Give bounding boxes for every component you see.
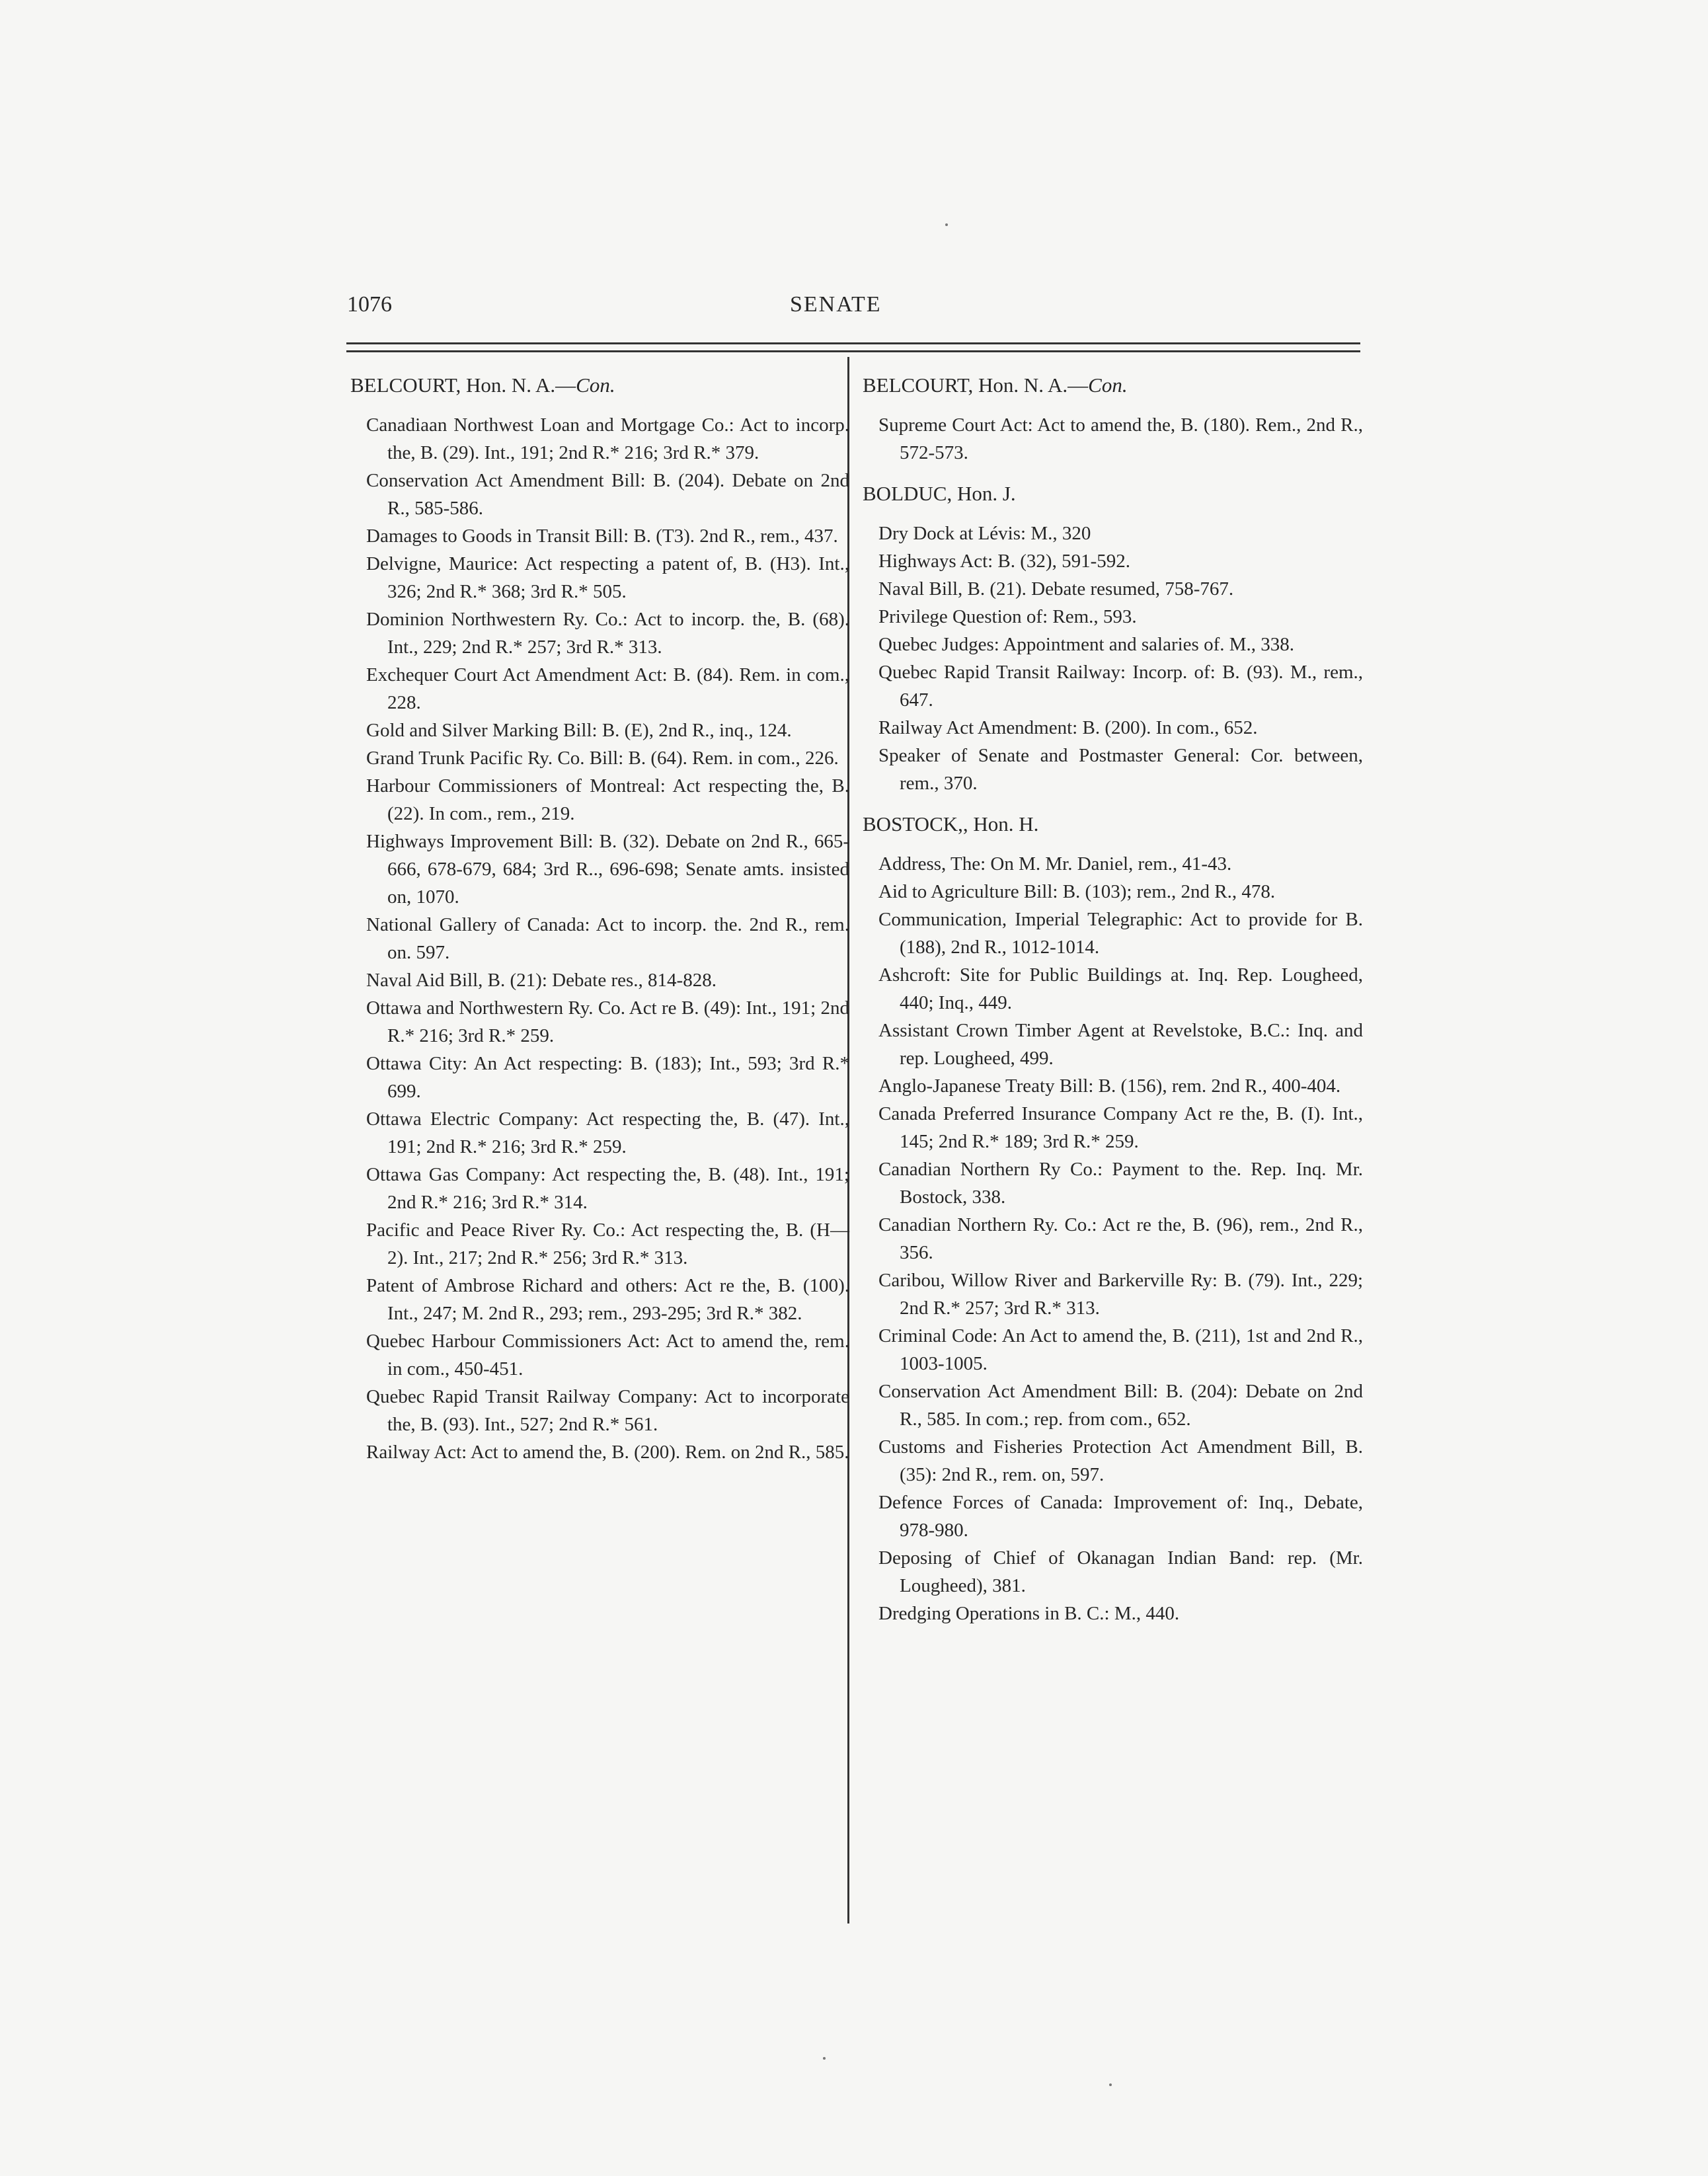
index-entry: Caribou, Willow River and Barkerville Ry: B. (79). Int., 229; 2nd R.* 257; 3rd R.* 313. bbox=[878, 1270, 1363, 1319]
index-entry: Conservation Act Amendment Bill: B. (204): Debate on 2nd R., 585. In com.; rep. from com., 652. bbox=[878, 1381, 1363, 1430]
bostock-heading: BOSTOCK,, Hon. H. bbox=[863, 812, 1039, 835]
scan-speck bbox=[945, 223, 948, 226]
right-column bbox=[863, 371, 1363, 1627]
index-entry: Dominion Northwestern Ry. Co.: Act to incorp. the, B. (68). Int., 229; 2nd R.* 257; 3rd R.* 313. bbox=[366, 609, 849, 658]
index-entry: Highways Improvement Bill: B. (32). Debate on 2nd R., 665-666, 678-679, 684; 3rd R.., 696-698; Senate amts. insisted on, 1070. bbox=[366, 831, 849, 908]
index-entry: Defence Forces of Canada: Improvement of: Inq., Debate, 978-980. bbox=[878, 1492, 1363, 1541]
index-entry: Dredging Operations in B. C.: M., 440. bbox=[878, 1603, 1180, 1624]
index-entry: Gold and Silver Marking Bill: B. (E), 2nd R., inq., 124. bbox=[366, 720, 792, 741]
index-entry: Ottawa Electric Company: Act respecting the, B. (47). Int., 191; 2nd R.* 216; 3rd R.* 259. bbox=[366, 1108, 849, 1157]
index-entry: Pacific and Peace River Ry. Co.: Act respecting the, B. (H—2). Int., 217; 2nd R.* 256; 3rd R.* 313. bbox=[366, 1220, 849, 1268]
heading-text: BELCOURT, Hon. N. A.— bbox=[350, 373, 576, 397]
header-rule-bottom bbox=[346, 350, 1360, 352]
index-entry: Quebec Rapid Transit Railway: Incorp. of: B. (93). M., rem., 647. bbox=[878, 662, 1363, 711]
index-entry: Communication, Imperial Telegraphic: Act to provide for B. (188), 2nd R., 1012-1014. bbox=[878, 909, 1363, 958]
index-entry: Damages to Goods in Transit Bill: B. (T3). 2nd R., rem., 437. bbox=[366, 525, 838, 547]
index-entry: Railway Act: Act to amend the, B. (200). Rem. on 2nd R., 585. bbox=[366, 1442, 849, 1463]
belcourt-heading-left bbox=[350, 371, 849, 399]
index-entry: Quebec Harbour Commissioners Act: Act to amend the, rem. in com., 450-451. bbox=[366, 1331, 849, 1379]
index-entry: Patent of Ambrose Richard and others: Act re the, B. (100). Int., 247; M. 2nd R., 293; rem., 293-295; 3rd R.* 382. bbox=[366, 1275, 849, 1324]
index-entry: Assistant Crown Timber Agent at Revelstoke, B.C.: Inq. and rep. Lougheed, 499. bbox=[878, 1020, 1363, 1069]
index-entry: Address, The: On M. Mr. Daniel, rem., 41-43. bbox=[878, 853, 1232, 874]
index-entry: Speaker of Senate and Postmaster General: Cor. between, rem., 370. bbox=[878, 745, 1363, 794]
heading-continued: Con. bbox=[576, 373, 615, 397]
index-entry: Highways Act: B. (32), 591-592. bbox=[878, 551, 1130, 572]
heading-text: BELCOURT, Hon. N. A.— bbox=[863, 373, 1089, 397]
header-rule-top bbox=[346, 342, 1360, 344]
index-entry: Customs and Fisheries Protection Act Amendment Bill, B. (35): 2nd R., rem. on, 597. bbox=[878, 1436, 1363, 1485]
section-gap bbox=[863, 797, 1363, 810]
section-gap bbox=[863, 467, 1363, 480]
index-entry: Ashcroft: Site for Public Buildings at. Inq. Rep. Lougheed, 440; Inq., 449. bbox=[878, 964, 1363, 1013]
index-entry: Criminal Code: An Act to amend the, B. (211), 1st and 2nd R., 1003-1005. bbox=[878, 1325, 1363, 1374]
index-entry: Anglo-Japanese Treaty Bill: B. (156), rem. 2nd R., 400-404. bbox=[878, 1075, 1341, 1097]
index-entry: Ottawa City: An Act respecting: B. (183); Int., 593; 3rd R.* 699. bbox=[366, 1053, 849, 1102]
index-entry: Naval Aid Bill, B. (21): Debate res., 814-828. bbox=[366, 970, 717, 991]
heading-continued: Con. bbox=[1088, 373, 1128, 397]
index-entry: Quebec Rapid Transit Railway Company: Act to incorporate the, B. (93). Int., 527; 2nd R.* 561. bbox=[366, 1386, 849, 1435]
index-entry: Railway Act Amendment: B. (200). In com., 652. bbox=[878, 717, 1258, 738]
left-column bbox=[350, 371, 849, 1466]
index-entry: Deposing of Chief of Okanagan Indian Band: rep. (Mr. Lougheed), 381. bbox=[878, 1547, 1363, 1596]
index-entry: Ottawa and Northwestern Ry. Co. Act re B. (49): Int., 191; 2nd R.* 216; 3rd R.* 259. bbox=[366, 997, 849, 1046]
index-entry: National Gallery of Canada: Act to incorp. the. 2nd R., rem. on. 597. bbox=[366, 914, 849, 963]
scan-speck bbox=[823, 2057, 826, 2060]
belcourt-heading-right bbox=[863, 371, 1363, 399]
index-entry: Naval Bill, B. (21). Debate resumed, 758-767. bbox=[878, 578, 1234, 600]
index-entry: Grand Trunk Pacific Ry. Co. Bill: B. (64). Rem. in com., 226. bbox=[366, 748, 839, 769]
bolduc-heading: BOLDUC, Hon. J. bbox=[863, 482, 1016, 505]
index-entry: Canadian Northern Ry. Co.: Act re the, B. (96), rem., 2nd R., 356. bbox=[878, 1214, 1363, 1263]
index-entry: Privilege Question of: Rem., 593. bbox=[878, 606, 1137, 627]
index-entry: Conservation Act Amendment Bill: B. (204). Debate on 2nd R., 585-586. bbox=[366, 470, 849, 519]
index-entry: Aid to Agriculture Bill: B. (103); rem., 2nd R., 478. bbox=[878, 881, 1276, 902]
scan-speck bbox=[1109, 2083, 1112, 2086]
index-entry: Canadiaan Northwest Loan and Mortgage Co.: Act to incorp. the, B. (29). Int., 191; 2nd R.* 216; 3rd R.* 379. bbox=[366, 414, 849, 463]
page-number: 1076 bbox=[347, 292, 392, 317]
index-entry: Quebec Judges: Appointment and salaries of. M., 338. bbox=[878, 634, 1295, 655]
index-entry: Canada Preferred Insurance Company Act re the, B. (I). Int., 145; 2nd R.* 189; 3rd R.* 259. bbox=[878, 1103, 1363, 1152]
index-entry: Exchequer Court Act Amendment Act: B. (84). Rem. in com., 228. bbox=[366, 664, 849, 713]
index-entry: Delvigne, Maurice: Act respecting a patent of, B. (H3). Int., 326; 2nd R.* 368; 3rd R.* 505. bbox=[366, 553, 849, 602]
running-title: SENATE bbox=[790, 292, 882, 317]
index-entry: Ottawa Gas Company: Act respecting the, B. (48). Int., 191; 2nd R.* 216; 3rd R.* 314. bbox=[366, 1164, 849, 1213]
index-entry: Dry Dock at Lévis: M., 320 bbox=[878, 523, 1091, 544]
index-entry: Canadian Northern Ry Co.: Payment to the. Rep. Inq. Mr. Bostock, 338. bbox=[878, 1159, 1363, 1208]
index-entry: Supreme Court Act: Act to amend the, B. (180). Rem., 2nd R., 572-573. bbox=[878, 414, 1363, 463]
index-entry: Harbour Commissioners of Montreal: Act respecting the, B. (22). In com., rem., 219. bbox=[366, 775, 849, 824]
